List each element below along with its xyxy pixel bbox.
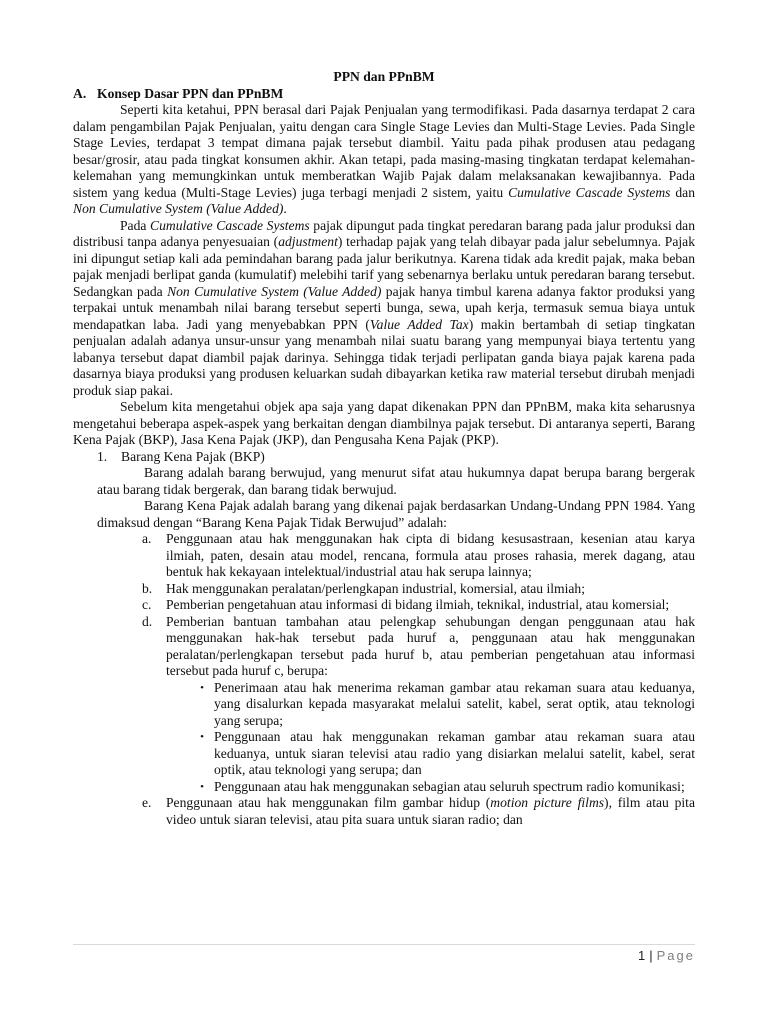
paragraph-text: Pada <box>120 217 151 233</box>
bullet-icon: • <box>200 731 204 743</box>
bullet-text: Penerimaan atau hak menerima rekaman gambar atau rekaman suara atau keduanya, yang disalurkan kepada masyarakat melalui satelit, kabel, serat optik, atau teknologi yang serupa; <box>214 679 695 728</box>
list-item-c <box>142 597 695 614</box>
item-heading: Barang Kena Pajak (BKP) <box>121 448 265 464</box>
italic-term: adjustment <box>278 234 338 249</box>
paragraph-3: Sebelum kita mengetahui objek apa saja yang dapat dikenakan PPN dan PPnBM, maka kita seharusnya mengetahui beberapa aspek-aspek yang berkaitan dengan diambilnya pajak tersebut. Di antaranya seperti, Barang Kena Pajak (BKP), Jasa Kena Pajak (JKP), dan Pengusaha Kena Pajak (PKP). <box>73 399 695 447</box>
paragraph-text: pajak dipungut pada tingkat peredaran barang pada jalur produksi dan distribusi tanpa adanya penyesuaian ( <box>73 217 696 249</box>
list-item-text: Pemberian bantuan tambahan atau pelengkap sehubungan dengan penggunaan atau hak menggunakan hak-hak tersebut pada huruf a, penggunaan atau hak menggunakan peralatan/perlengkapan tersebut pada huruf b, atau pemberian pengetahuan atau informasi tersebut pada huruf c, berupa: <box>166 613 695 678</box>
item-paragraph-2: Barang Kena Pajak adalah barang yang dikenai pajak berdasarkan Undang-Undang PPN 1984. Yang dimaksud dengan “Barang Kena Pajak Tidak Berwujud” adalah: <box>97 498 695 530</box>
paragraph-text: pajak hanya timbul karena adanya faktor produksi yang terpakai untuk menambah nilai barang tersebut seperti bunga, sewa, upah kerja, termasuk semua biaya untuk mendapatkan laba. Jadi yang menyebabkan PPN ( <box>73 283 695 332</box>
paragraph-text: dan <box>670 184 695 200</box>
item-number: 1. <box>97 448 108 464</box>
list-item-e <box>142 795 695 828</box>
list-item-text: Pemberian pengetahuan atau informasi di bidang ilmiah, teknikal, industrial, atau komersial; <box>166 597 670 612</box>
italic-term: motion picture films <box>490 795 605 810</box>
footer-separator: | <box>649 948 653 963</box>
italic-term: Non Cumulative System (Value Added) <box>73 201 284 216</box>
footer-divider <box>73 944 695 945</box>
document-body <box>73 69 695 828</box>
list-item-text-part: ), film atau pita video untuk siaran televisi, atau pita suara untuk siaran radio; dan <box>166 795 695 827</box>
list-item-a <box>142 531 695 581</box>
item-paragraph-1: Barang adalah barang berwujud, yang menurut sifat atau hukumnya dapat berupa barang bergerak atau barang tidak bergerak, dan barang tidak berwujud. <box>97 465 695 497</box>
bullet-list <box>190 680 695 796</box>
bullet-text: Penggunaan atau hak menggunakan rekaman gambar atau rekaman suara atau keduanya, untuk siaran televisi atau radio yang disiarkan melalui satelit, kabel, serat optik, atau teknologi yang serupa; dan <box>214 729 695 777</box>
list-item-text-part: Penggunaan atau hak menggunakan film gambar hidup ( <box>166 795 491 810</box>
list-marker: e. <box>142 795 152 810</box>
section-title: Konsep Dasar PPN dan PPnBM <box>97 85 284 101</box>
bullet-icon: • <box>200 681 204 694</box>
page-title: PPN dan PPnBM <box>333 69 435 84</box>
italic-term: Value Added Tax <box>369 316 469 332</box>
bullet-text: Penggunaan atau hak menggunakan sebagian atau seluruh spectrum radio komunikasi; <box>214 778 685 794</box>
paragraph-text: Seperti kita ketahui, PPN berasal dari Pajak Penjualan yang termodifikasi. Pada dasarnya terdapat 2 cara dalam pengambilan Pajak Penjualan, yaitu dengan cara Single Stage Levies dan Multi-Stage Levies. Pada Single Stage Levies, terdapat 3 tempat dimana pajak tersebut diambil. Yaitu pada pihak produsen atau pedagang besar/grosir, atau pada tingkat konsumen akhir. Akan tetapi, pada masing-masing tingkatan terdapat kelemahan-kelemahan yang memungkinkan untuk memberatkan Wajib Pajak dalam melaksanakan kewajibannya. Pada sistem yang kedua (Multi-Stage Levies) juga terbagi menjadi 2 sistem, yaitu <box>73 102 695 200</box>
bullet-item <box>190 779 695 796</box>
italic-term: Non Cumulative System (Value Added) <box>167 283 382 299</box>
list-item-b <box>142 581 695 598</box>
numbered-item-1 <box>97 449 695 466</box>
paragraph-2 <box>73 218 695 400</box>
page-footer <box>638 948 695 965</box>
page-number: 1 <box>638 948 646 963</box>
list-item-text <box>166 795 695 828</box>
section-number: A. <box>73 85 87 101</box>
bullet-item <box>190 680 695 730</box>
paragraph-1 <box>73 102 695 218</box>
bullet-icon: • <box>200 780 204 793</box>
list-item-text: Hak menggunakan peralatan/perlengkapan industrial, komersial, atau ilmiah; <box>166 580 585 596</box>
list-marker: c. <box>142 597 152 612</box>
list-item-body <box>166 614 695 796</box>
list-marker: b. <box>142 580 153 596</box>
list-item-text: Penggunaan atau hak menggunakan hak cipta di bidang kesusastraan, kesenian atau karya ilmiah, paten, desain atau model, rencana, formula atau proses rahasia, merek dagang, atau bentuk hak kekayaan intelektual/industrial atau hak serupa lainnya; <box>166 531 695 579</box>
paragraph-text: ) makin bertambah di setiap tingkatan penjualan adalah adanya unsur-unsur yang menambah nilai suatu barang yang mempunyai biaya tertentu yang labanya tersebut dapat diambil pajak darinya. Sehingga tidak terjadi perlipatan ganda biaya pajak karena pada dasarnya biaya produksi yang produsen keluarkan sudah dibayarkan ketika raw material tersebut dirubah menjadi produk siap pakai. <box>73 316 696 398</box>
section-heading <box>73 86 695 103</box>
italic-term: Cumulative Cascade Systems <box>508 184 671 200</box>
lettered-list <box>142 531 695 828</box>
bullet-item <box>190 729 695 779</box>
list-marker: a. <box>142 531 152 546</box>
paragraph-text: . <box>283 201 287 216</box>
page-label: Page <box>656 948 695 963</box>
list-item-d <box>142 614 695 796</box>
italic-term: Cumulative Cascade Systems <box>150 217 310 233</box>
list-marker: d. <box>142 613 153 629</box>
paragraph-text: ) terhadap pajak yang telah dibayar pada jalur sebelumnya. Pajak ini dipungut setiap kali ada pemindahan barang pada jalur berikutnya. Karena tidak ada kredit pajak, maka beban pajak menjadi berlipat ganda (kumulatif) melebihi tarif yang sebenarnya berlaku untuk peredaran barang tersebut. Sedangkan pada <box>73 234 695 299</box>
